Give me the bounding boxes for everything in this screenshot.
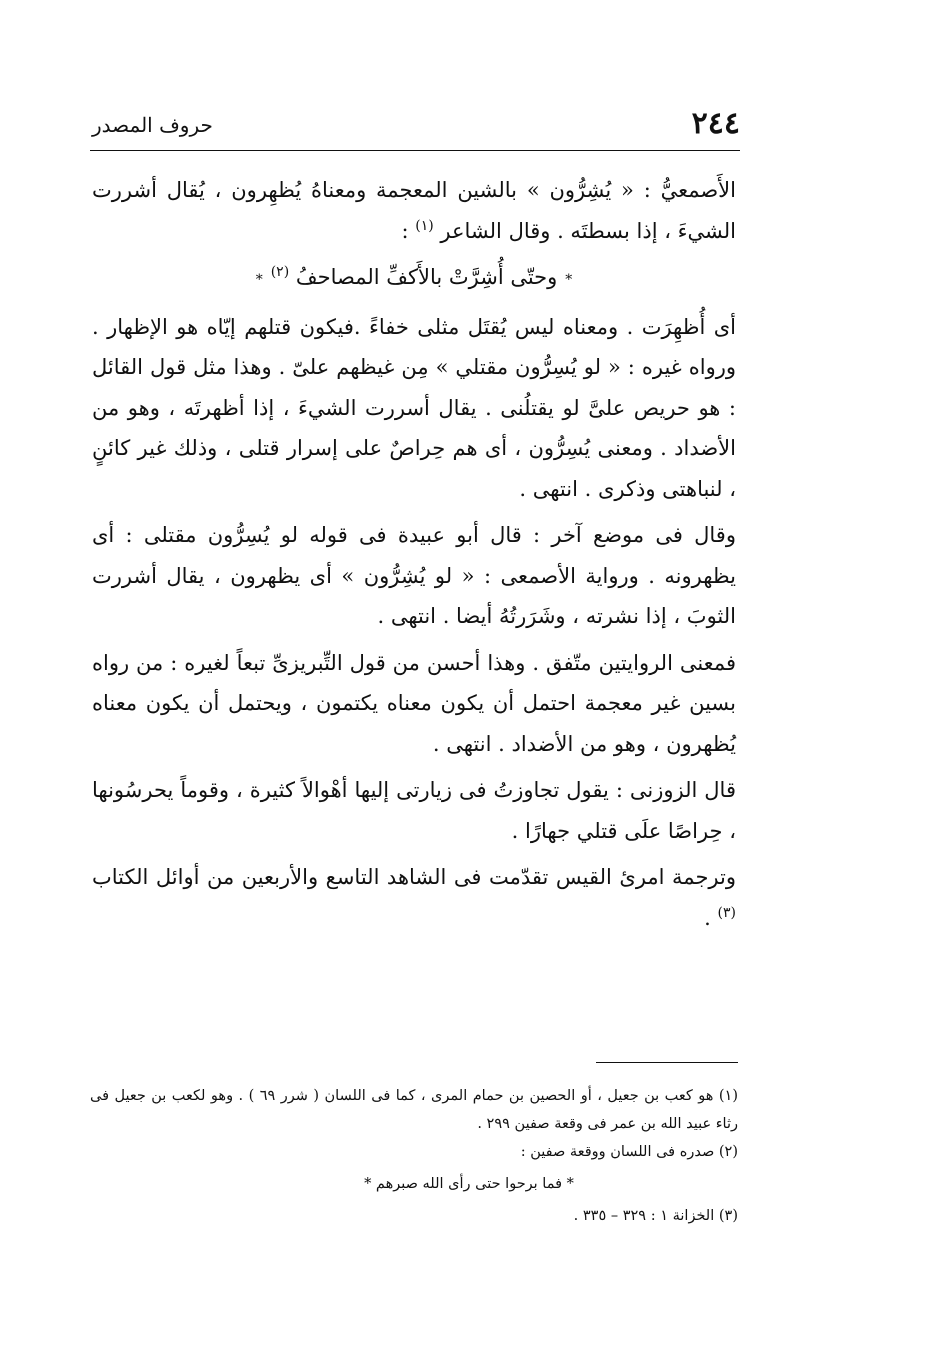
paragraph-1-text: الأَصمعيُّ : « يُشِرُّون » بالشين المعجمة ومعناهُ يُظهِرون ، يُقال أشررت الشيءَ ، إذا بسطتَه . وقال الشاعر xyxy=(92,178,736,243)
verse-text: وحتّى أُشِرَّتْ بالأَكفِّ المصاحفُ xyxy=(295,265,558,289)
paragraph-1 xyxy=(92,170,736,251)
footnote-1: (١) هو كعب بن جعيل ، أو الحصين بن حمام المرى ، كما فى اللسان ( شرر ٦٩ ) . وهو لكعب بن جعيل فى رثاء عبيد الله بن عمر فى وقعة صفين ٢٩٩ . xyxy=(90,1088,739,1132)
paragraph-4: فمعنى الروايتين متّفق . وهذا أحسن من قول التِّبريزىِّ تبعاً لغيره : من رواه بسين غير معجمة احتمل أن يكون معناه يكتمون ، ويحتمل أن يكون معناه يُظهرون ، وهو من الأضداد . انتهى . xyxy=(92,650,736,756)
running-head xyxy=(92,104,740,144)
verse-line xyxy=(92,257,736,301)
paragraph-3: وقال فى موضع آخر : قال أبو عبيدة فى قوله لو يُسِرُّون مقتلى : أى يظهرونه . ورواية الأصمعى : « لو يُشِرُّون » أى يظهرون ، يقال أشررت الثوبَ ، إذا نشرته ، وشَرَرتُهُ أيضا . انتهى . xyxy=(92,523,736,628)
footnote-2-verse: * فما برحوا حتى رأى الله صبرهم * xyxy=(364,1176,574,1192)
footnote-ref-3: (٣) xyxy=(717,904,736,921)
header-rule xyxy=(90,150,740,151)
verse-star-left: * xyxy=(255,272,263,288)
verse-star-right: * xyxy=(565,272,573,288)
paragraph-6-text: وترجمة امرئ القيس تقدّمت فى الشاهد التاسع والأربعين من أوائل الكتاب xyxy=(92,865,736,889)
paragraph-6-end: . xyxy=(704,905,718,930)
running-title: حروف المصدر xyxy=(92,113,213,137)
page-number: ٢٤٤ xyxy=(691,106,740,141)
main-text xyxy=(92,170,736,944)
paragraph-2: أى أُظهِرَت . ومعناه ليس يُقتَل مثلى خفاءً .فيكون قتلهم إيّاه هو الإظهار . ورواه غيره : « لو يُسِرُّون مقتلي » مِن غيظهم علىّ . وهذا مثل قول القائل : هو حريص علىَّ لو يقتلُنى . يقال أسررت الشيءَ ، إذا أظهرتَه ، وهو من الأضداد . ومعنى يُسِرُّون ، أى هم حِراصٌ على إسرار قتلى ، وذلك غير كائنٍ ، لنباهتى وذكرى . انتهى . xyxy=(92,314,736,501)
paragraph-5: قال الزوزنى : يقول تجاوزتُ فى زيارتى إليها أهْوالاً كثيرة ، وقوماً يحرسُونها ، حِراصًا علَى قتلي جهارًا . xyxy=(92,778,736,843)
footnotes xyxy=(90,1082,738,1230)
paragraph-1-end: : xyxy=(401,218,416,243)
footnote-3: (٣) الخزانة ١ : ٣٢٩ – ٣٣٥ . xyxy=(573,1208,738,1224)
footnote-ref-1: (١) xyxy=(415,217,434,234)
footnote-2: (٢) صدره فى اللسان ووقعة صفين : xyxy=(520,1144,738,1160)
footnote-ref-2: (٢) xyxy=(270,264,290,280)
footnote-rule xyxy=(596,1062,738,1063)
paragraph-6 xyxy=(92,857,736,938)
